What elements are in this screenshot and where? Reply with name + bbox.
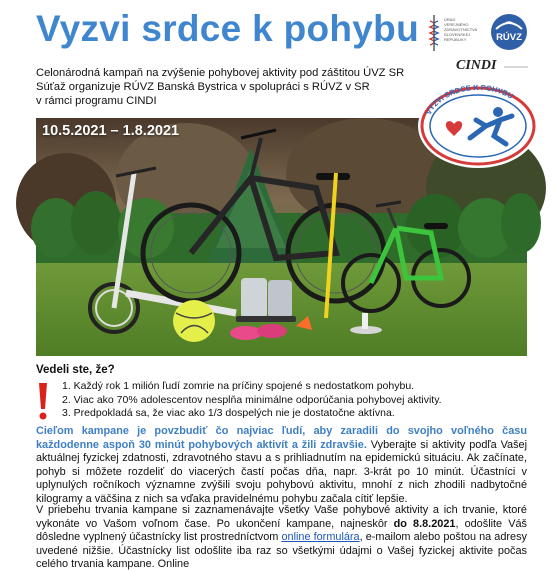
uvz-line: VEREJNÉHO bbox=[444, 22, 469, 27]
exclamation-icon bbox=[37, 381, 49, 421]
cindi-logo-text: CINDI bbox=[456, 58, 497, 73]
fact-item: 2. Viac ako 70% adolescentov nesplňa minimálne odporúčania pohybovej aktivity. bbox=[62, 393, 442, 406]
campaign-goal-rest: Vyberajte si aktivity podľa Vašej aktuálnej fyzickej zdatnosti, zdravotného stavu a s prihliadnutím na epidemickú situáciu. Ak začínate, pohyb si môžete rozdeliť do viacerých častí počas dňa, napr. 3-krát po 10 minút. Účastníci v uplynulých ročníkoch významne zvýšili svoju pohybovú aktivitu, mnohí z nich zhodili nadbytočné kilogramy a väčšina z nich sa vďaka pravidelnému pohybu začala cítiť lepšie. bbox=[36, 438, 527, 505]
campaign-goal-text: Cieľom kampane je povzbudiť čo najviac ľudí, aby zaradili do svojho voľného času každodenne aspoň 30 minút pohybových aktivít a žili zdravšie. bbox=[36, 425, 527, 451]
uvz-line: ÚRAD bbox=[444, 17, 456, 22]
online-form-link[interactable]: online formulára bbox=[281, 531, 360, 544]
ruvz-logo bbox=[490, 13, 528, 51]
campaign-dates: 10.5.2021 – 1.8.2021 bbox=[42, 123, 180, 139]
intro-line: Súťaž organizuje RÚVZ Banská Bystrica v spolupráci s RÚVZ v SR bbox=[36, 81, 370, 93]
instructions-paragraph bbox=[36, 504, 527, 572]
intro-line: Celonárodná kampaň na zvýšenie pohybovej aktivity pod záštitou ÚVZ SR bbox=[36, 67, 405, 79]
deadline-text: do 8.8.2021 bbox=[393, 517, 456, 530]
campaign-goal-paragraph bbox=[36, 425, 527, 507]
facts-title: Vedeli ste, že? bbox=[36, 364, 115, 376]
ruvz-logo-text: RÚVZ bbox=[496, 32, 522, 43]
fact-item: 3. Predpokladá sa, že viac ako 1/3 dospelých nie je dostatočne aktívna. bbox=[62, 407, 395, 419]
fact-item: 1. Každý rok 1 milión ľudí zomrie na príčiny spojené s nedostatkom pohybu. bbox=[62, 380, 415, 392]
instructions-text: , e-mailom alebo poštou na adresy uvedené nižšie. Účastnícky list odošlite iba raz so všetkými údajmi o Vašej fyzickej aktivite počas celého trvania kampane. Online bbox=[36, 531, 527, 571]
facts-list bbox=[62, 380, 482, 421]
page-title: Vyzvi srdce k pohybu bbox=[36, 8, 419, 49]
intro-line: v rámci programu CINDI bbox=[36, 95, 157, 107]
instructions-text: V priebehu trvania kampane si zaznamenávajte všetky Vaše pohybové aktivity a ich trvanie, ktoré vykonáte vo Vašom voľnom čase. Po ukončení kampane, najneskôr bbox=[36, 504, 527, 530]
uvz-line: REPUBLIKY bbox=[444, 37, 467, 42]
caduceus-icon bbox=[430, 15, 438, 51]
uvz-logo bbox=[428, 13, 488, 53]
campaign-badge bbox=[414, 80, 542, 172]
intro-block bbox=[36, 66, 436, 108]
uvz-line: SLOVENSKEJ bbox=[444, 32, 471, 37]
uvz-line: ZDRAVOTNÍCTVA bbox=[444, 27, 478, 32]
badge-text: VYZVI SRDCE K POHYBU bbox=[423, 82, 515, 117]
instructions-text: , odošlite Váš dôsledne vyplnený účastnícky list prostredníctvom bbox=[36, 517, 527, 544]
cindi-logo bbox=[452, 55, 532, 73]
